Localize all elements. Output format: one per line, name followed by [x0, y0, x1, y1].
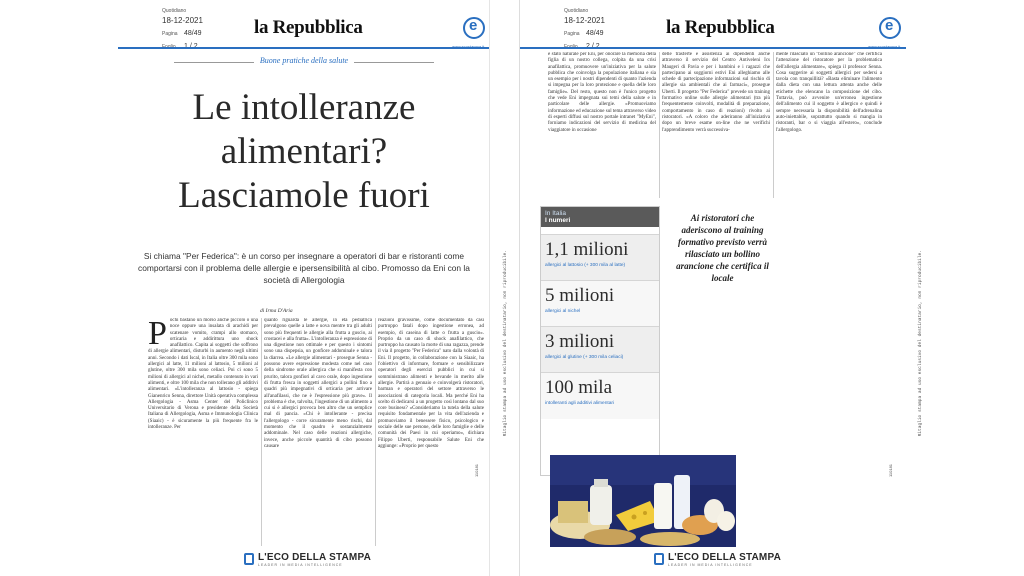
page-meta: [564, 6, 605, 52]
page-2: [519, 0, 906, 576]
column-rule: [375, 318, 376, 546]
stat-number: 1,1 milioni: [545, 239, 629, 260]
footer: [668, 552, 781, 567]
food-illustration-icon: [550, 455, 736, 547]
headline-line: alimentari?: [220, 131, 388, 172]
meta-pagina: 48/49: [184, 30, 202, 37]
footer-sub: LEADER IN MEDIA INTELLIGENCE: [258, 563, 343, 567]
footer-text: L'ECO DELLA STAMPA: [258, 552, 372, 563]
headline-line: Lasciamole fuori: [178, 175, 430, 216]
stats-box: [540, 206, 660, 476]
column-text: ochi bastano un morso anche piccolo o una noce oppure una insalata di arachidi per scatenare vomito, crampi allo stomaco, orticaria e addirittura uno shock anafilattico. Capita ai soggetti che soffrono di allergie alimentari, disturbi in aumento negli ultimi anni. Secondo i dati Iscal, in Italia oltre 300 mila sono allergici al latte, 11 milioni al lattosio, 5 milioni al glutine, oltre 300 mila sono celiaci. Poi ci sono 5 milioni di allergici al nichel, metallo contenuto in vari alimenti, e oltre 100 mila che non tollerano gli additivi alimentari. «L'intolleranza al lattosio - spiega Gianenrico Senna, direttore Unità operativa complessa Allergologia - Asma Center del Policlinico Universitario di Verona e presidente della Società Italiana di Allergologia, Asma e Immunologia Clinica (Siaaic) - è sicuramente la più frequente fra le intolleranze. Per: [148, 318, 258, 431]
pull-quote: Ai ristoratori che aderiscono al training formativo previsto verrà rilasciato un bollino arancione che certifica il locale: [676, 213, 769, 283]
page-meta: [162, 6, 203, 52]
column-rule: [773, 52, 774, 198]
ecostampa-logo-icon: [879, 17, 901, 39]
stat-number: 3 milioni: [545, 331, 615, 352]
masthead: la Repubblica: [666, 17, 775, 38]
kicker-text: Buone pratiche della salute: [254, 56, 354, 65]
byline: di Irma D'Aria: [260, 308, 293, 314]
article-column-1: è stato naturale per Eni, per onorare la memoria della figlia di un nostro collega, colpita da una crisi anafilattica, promuovere un'iniziativa per la salute pubblica che coinvolga la popolazione italiana e sia un esempio per i nostri dipendenti di quanto l'azienda si impegna per la loro protezione e quella delle loro famiglie». Del resto, questo non è l'unico progetto che vede Eni impegnata sui temi della salute e in particolare delle allergie. «Promuoviamo informazione ed educazione sul tema attraverso video di esperti diffusi sul nostro portale intranet "MyEni", forniamo indicazioni del servizio di medicina del viaggiatore in occasione: [548, 52, 656, 133]
article-column-2: quanto riguarda le allergie, in età pediatrica prevalgono quelle a latte e uova mentre tra gli adulti sono più frequenti le allergie alla frutta a guscio, ai crostacei e alla frutta». L'intolleranza è espressione di una digestione non ottimale e per questo i sintomi sono una dispepsia, un gonfiore addominale e talora la diarrea. «Le allergie alimentari - prosegue Senna - possono avere espressione modesta come nel caso della sindrome orale allergica che si manifesta con prurito, talora gonfiori al cavo orale, dopo ingestione di frutta fresca in soggetti allergici a pollini fino a quadri più impegnativi di orticaria per arrivare all'anafilassi, che ne è l'espressione più grave». Il problema è che, talvolta, l'ingestione di un alimento a cui si è allergici provoca ben altro che un semplice mal di pancia. «Chi è intollerante - precisa l'allergologo - corre sicuramente meno rischi, dal momento che il quadro è sostanzialmente addominale. Nel caso delle reazioni allergiche, invece, anche piccole quantità di cibo possono causare: [264, 318, 372, 449]
stats-kicker: In Italia: [545, 210, 566, 217]
ecostampa-logo-icon: [463, 17, 485, 39]
column-rule: [659, 52, 660, 198]
header-rule: [118, 47, 490, 49]
meta-label: Quotidiano: [564, 8, 589, 14]
header-rule: [520, 47, 906, 49]
stat-desc: allergici al nichel: [545, 309, 581, 314]
dropcap: P: [148, 318, 167, 352]
footer: [258, 552, 371, 567]
eco-stampa-logo-icon: [654, 553, 664, 565]
article-column-2: delle trasferte e assistenza ai dipendenti anche attraverso il servizio del Centro Antiveleni Ics Maugeri di Pavia e per i bambini e i ragazzi che partecipano ai soggiorni estivi Eni alleghiamo alle schede di partecipazione informazioni sul rischio di allergie sia ambientali che ai farmaci», prosegue Uberti. Il progetto "Per Federica" prevede un training formativo online sulle allergie alimentari (tra più frequentemente coinvolti, modalità di preparazione, comportamento in caso di reazioni) rivolto ai ristoratori. «A coloro che aderiranno all'iniziativa dopo un breve esame on-line che ne verifichi l'apprendimento verrà successiva-: [662, 52, 770, 133]
vertical-disclaimer: Ritaglio stampa ad uso esclusivo del destinatario, non riproducibile.: [503, 250, 508, 437]
footer-sub: LEADER IN MEDIA INTELLIGENCE: [668, 563, 753, 567]
page-1: [118, 0, 490, 576]
meta-date: 18-12-2021: [162, 16, 203, 25]
meta-pagina: 48/49: [586, 30, 604, 37]
food-photo: [550, 455, 736, 547]
stat-item: [541, 372, 659, 419]
stat-desc: allergici al glutine (+ 300 mila celiaci): [545, 355, 624, 360]
page-code: 110181: [474, 463, 480, 478]
stat-item: [541, 280, 659, 327]
stat-number: 5 milioni: [545, 285, 615, 306]
masthead: la Repubblica: [254, 17, 363, 38]
page-code: 110181: [888, 463, 894, 478]
stat-item: [541, 326, 659, 373]
stat-number: 100 mila: [545, 377, 613, 398]
stat-desc: intolleranti agli additivi alimentari: [545, 401, 615, 406]
stats-title: I numeri: [545, 217, 571, 224]
vertical-disclaimer: Ritaglio stampa ad uso esclusivo del destinatario, non riproducibile.: [918, 250, 923, 437]
meta-date: 18-12-2021: [564, 16, 605, 25]
column-rule: [261, 318, 262, 546]
meta-label: Pagina: [564, 31, 580, 37]
article-column-1: [148, 318, 258, 546]
stat-item: [541, 234, 659, 281]
headline-line: Le intolleranze: [192, 87, 416, 128]
footer-text: L'ECO DELLA STAMPA: [668, 552, 782, 563]
kicker: [118, 56, 490, 65]
stat-desc: allergici al lattosio (+ 300 mila al latte): [545, 263, 626, 268]
subhead: Si chiama "Per Federica": è un corso per insegnare a operatori di bar e ristoranti come comportarsi con il problema delle allergie e ipersensibilità al cibo. Promosso da Eni con la società di Allergologia: [138, 251, 470, 285]
headline: [118, 86, 490, 218]
meta-label: Quotidiano: [162, 8, 187, 14]
eco-stampa-logo-icon: [244, 553, 254, 565]
stats-list: [541, 234, 659, 474]
stats-header: [541, 207, 659, 227]
meta-label: Pagina: [162, 31, 178, 37]
article-column-3: reazioni gravissime, come documentato da casi purtroppo fatali dopo ingestione erronea, ad esempio, di caseina di latte o frutta a guscio». Proprio da un caso di shock anafilattico, che purtroppo ha causato la morte di una ragazza, prende il via il progetto "Per Federica" nato dalla volontà di Eni. Il progetto, in collaborazione con la Siaaic, ha l'obiettivo di informare, formare e sensibilizzare operatori degli esercizi pubblici in cui si somministrano alimenti e bevande in merito alle allergie. Partirà a gennaio e coinvolgerà ristoratori, barman e operatori del settore attraverso le associazioni di categoria locali. Ma perché Eni ha scelto di dedicarsi a un progetto così lontano dal suo core business? «Consideriamo la tutela della salute requisito fondamentale per la vita dell'azienda e promuoviamo il benessere fisico, psicologico e sociale delle sue persone, delle loro famiglie e delle comunità dei Paesi in cui operiamo», dichiara Filippo Uberti, responsabile Salute Eni che aggiunge: «Proprio per questo: [378, 318, 484, 449]
article-column-3: mente rilasciato un "bollino arancione" che certifica l'attenzione del ristoratore per la problematica dell'allergia alimentare», spiega il professor Senna. Cosa suggerire ai soggetti allergici per sedersi a tavola con tranquillità? «Basta eliminare l'alimento dalla dieta con una lettura attenta anche delle etichette che elencano la composizione del cibo. Tuttavia, può avvenire un'erronea ingestione dell'alimento cui il soggetto è allergico e quindi è sempre necessaria la disponibilità dell'adrenalina auto-iniettabile, soprattutto quando si mangia in ristoranti, bar o si viaggia all'estero», conclude l'allergologo.: [776, 52, 882, 133]
